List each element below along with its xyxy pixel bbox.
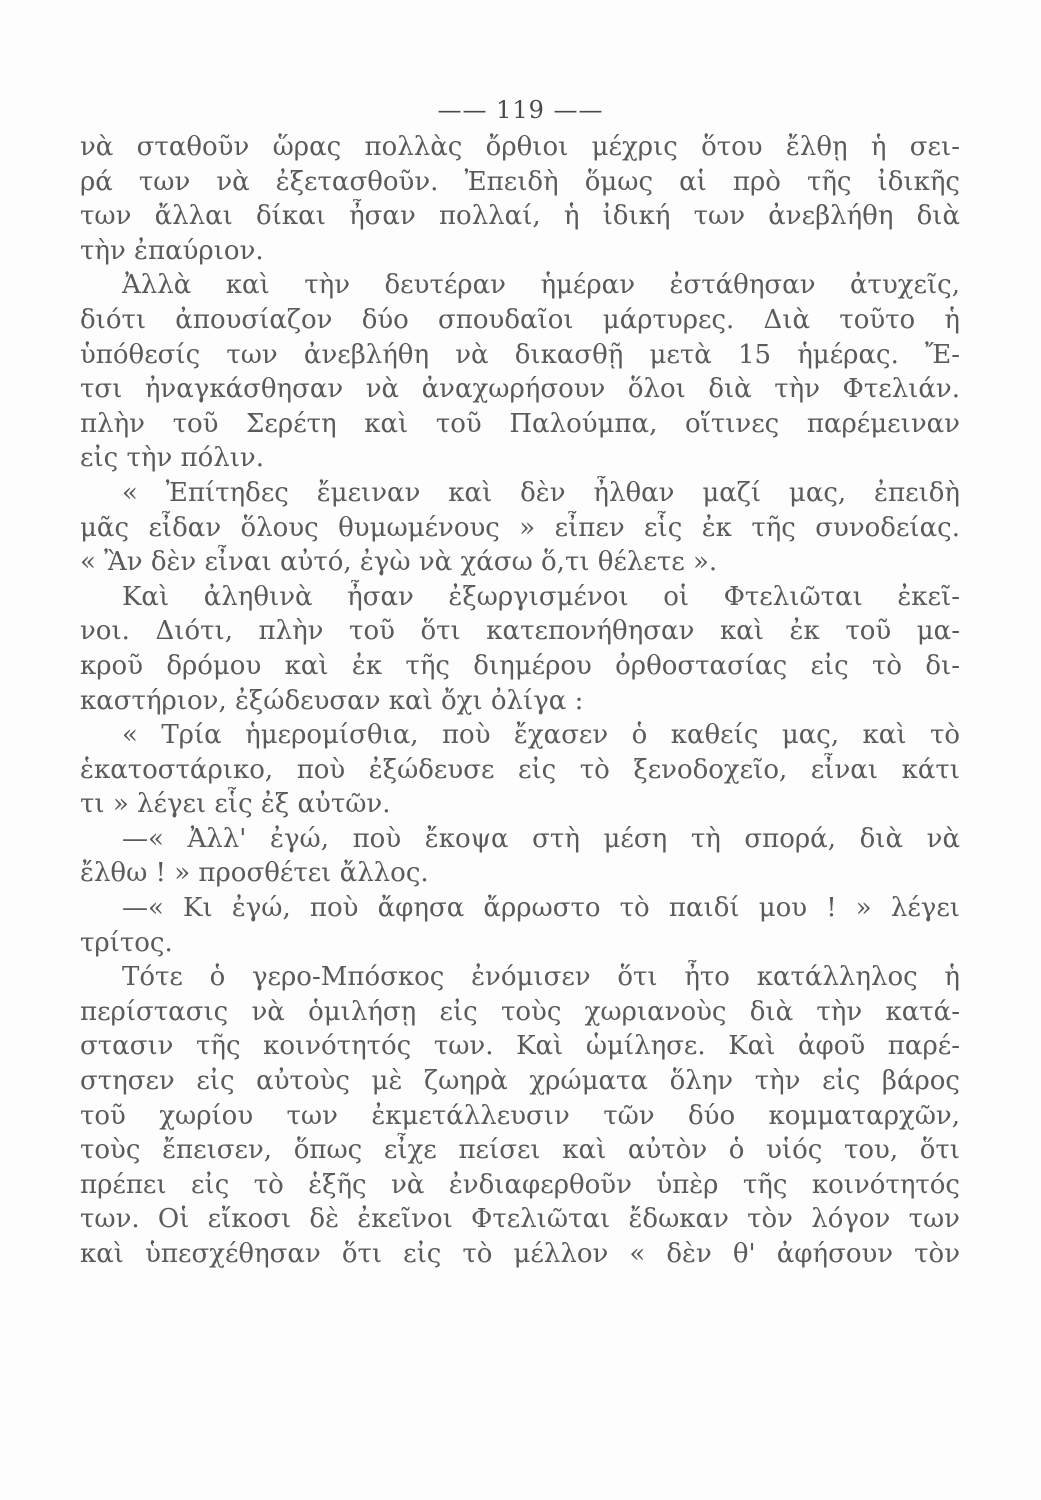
body-text bbox=[80, 130, 960, 1272]
text-line: ὑπόθεσίς των ἀνεβλήθη νὰ δικασθῇ μετὰ 15 ἡμέρας. Ἔ- bbox=[80, 339, 960, 370]
text-line: των ἄλλαι δίκαι ἦσαν πολλαί, ἡ ἰδική των ἀνεβλήθη διὰ bbox=[80, 201, 960, 232]
page-number: —— 119 —— bbox=[437, 96, 604, 124]
text-line: πρέπει εἰς τὸ ἑξῆς νὰ ἐνδιαφερθοῦν ὑπὲρ τῆς κοινότητός bbox=[80, 1169, 960, 1200]
text-line: τι » λέγει εἷς ἐξ αὐτῶν. bbox=[80, 789, 391, 820]
text-line: ἑκατοστάρικο, ποὺ ἐξώδευσε εἰς τὸ ξενοδοχεῖο, εἶναι κάτι bbox=[80, 754, 960, 785]
text-line: « Τρία ἡμερομίσθια, ποὺ ἔχασεν ὁ καθείς μας, καὶ τὸ bbox=[122, 720, 960, 751]
text-line: εἰς τὴν πόλιν. bbox=[80, 443, 265, 474]
text-line: « Ἐπίτηδες ἔμειναν καὶ δὲν ἦλθαν μαζί μας, ἐπειδὴ bbox=[122, 477, 960, 508]
text-line: « Ἂν δὲν εἶναι αὐτό, ἐγὼ νὰ χάσω ὅ,τι θέλετε ». bbox=[80, 547, 718, 578]
text-line: μᾶς εἶδαν ὅλους θυμωμένους » εἶπεν εἷς ἐκ τῆς συνοδείας. bbox=[80, 512, 960, 543]
text-line: διότι ἀπουσίαζον δύο σπουδαῖοι μάρτυρες. Διὰ τοῦτο ἡ bbox=[80, 304, 960, 335]
text-line: στησεν εἰς αὐτοὺς μὲ ζωηρὰ χρώματα ὅλην τὴν εἰς βάρος bbox=[80, 1066, 960, 1097]
text-line: —« Ἀλλ' ἐγώ, ποὺ ἔκοψα στὴ μέση τὴ σπορά, διὰ νὰ bbox=[122, 823, 960, 854]
text-line: νὰ σταθοῦν ὥρας πολλὰς ὄρθιοι μέχρις ὅτου ἔλθῃ ἡ σει- bbox=[80, 132, 960, 162]
text-line: τρίτος. bbox=[80, 927, 173, 958]
text-line: πλὴν τοῦ Σερέτη καὶ τοῦ Παλούμπα, οἵτινες παρέμειναν bbox=[80, 408, 960, 439]
text-line: τσι ἠναγκάσθησαν νὰ ἀναχωρήσουν ὅλοι διὰ τὴν Φτελιάν. bbox=[80, 374, 960, 405]
text-line: καστήριον, ἐξώδευσαν καὶ ὄχι ὀλίγα : bbox=[80, 685, 584, 716]
text-line: τοὺς ἔπεισεν, ὅπως εἶχε πείσει καὶ αὐτὸν ὁ υἱός του, ὅτι bbox=[80, 1135, 960, 1166]
text-line: των. Οἱ εἴκοσι δὲ ἐκεῖνοι Φτελιῶται ἔδωκαν τὸν λόγον των bbox=[80, 1204, 960, 1235]
text-line: Τότε ὁ γερο-Μπόσκος ἐνόμισεν ὅτι ἦτο κατάλληλος ἡ bbox=[122, 962, 960, 993]
text-line: καὶ ὑπεσχέθησαν ὅτι εἰς τὸ μέλλον « δὲν θ' ἀφήσουν τὸν bbox=[80, 1239, 960, 1269]
text-line: στασιν τῆς κοινότητός των. Καὶ ὡμίλησε. Καὶ ἀφοῦ παρέ- bbox=[80, 1031, 960, 1062]
text-line: κροῦ δρόμου καὶ ἐκ τῆς διημέρου ὀρθοστασίας εἰς τὸ δι- bbox=[80, 650, 960, 681]
text-line: τοῦ χωρίου των ἐκμετάλλευσιν τῶν δύο κομματαρχῶν, bbox=[80, 1100, 960, 1131]
text-line: ρά των νὰ ἐξετασθοῦν. Ἐπειδὴ ὅμως αἱ πρὸ τῆς ἰδικῆς bbox=[80, 166, 960, 197]
text-line: ἔλθω ! » προσθέτει ἄλλος. bbox=[80, 858, 429, 889]
text-line: Καὶ ἀληθινὰ ἦσαν ἐξωργισμένοι οἱ Φτελιῶται ἐκεῖ- bbox=[122, 581, 960, 612]
text-line: νοι. Διότι, πλὴν τοῦ ὅτι κατεπονήθησαν καὶ ἐκ τοῦ μα- bbox=[80, 616, 960, 647]
text-line: Ἀλλὰ καὶ τὴν δευτέραν ἡμέραν ἐστάθησαν ἀτυχεῖς, bbox=[122, 270, 960, 301]
text-line: περίστασις νὰ ὁμιλήσῃ εἰς τοὺς χωριανοὺς διὰ τὴν κατά- bbox=[80, 996, 960, 1027]
text-line: τὴν ἐπαύριον. bbox=[80, 235, 264, 266]
text-line: —« Κι ἐγώ, ποὺ ἄφησα ἄρρωστο τὸ παιδί μου ! » λέγει bbox=[122, 893, 960, 924]
